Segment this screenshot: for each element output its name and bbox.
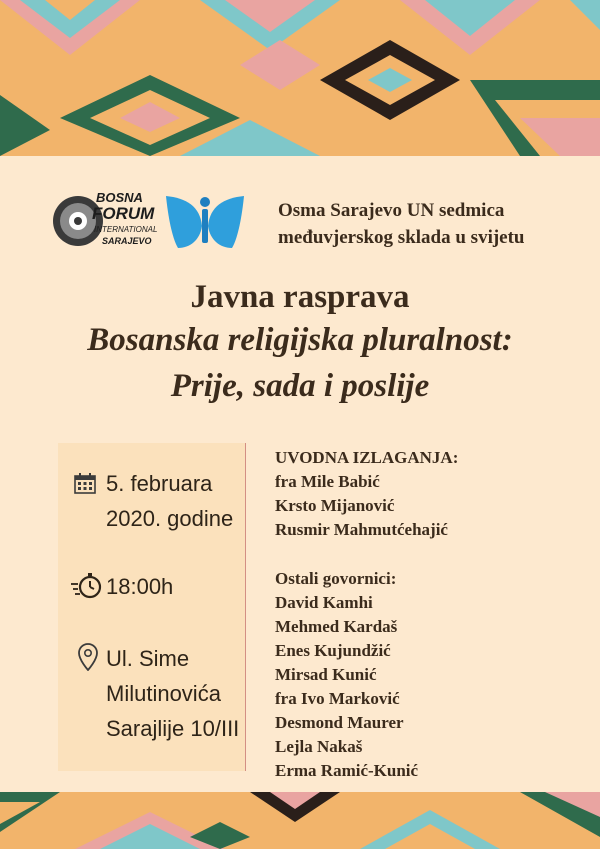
calendar-icon (74, 472, 96, 494)
speaker-name: Lejla Nakaš (275, 737, 363, 756)
event-date (106, 466, 233, 536)
speaker-name: Desmond Maurer (275, 713, 404, 732)
speaker-name: Mehmed Kardaš (275, 617, 398, 636)
address-line-2: Milutinovića (106, 681, 221, 706)
logo-text-3: INTERNATIONAL (94, 225, 158, 234)
speaker-name: David Kamhi (275, 593, 373, 612)
stopwatch-icon (70, 572, 102, 600)
date-line-2: 2020. godine (106, 506, 234, 531)
kilim-pattern-bottom (0, 792, 600, 849)
speaker-name: fra Mile Babić (275, 472, 380, 491)
top-pattern-band (0, 0, 600, 156)
others-heading: Ostali govornici: (275, 569, 397, 588)
logo-text-2: FORUM (92, 204, 155, 223)
speaker-name: Erma Ramić-Kunić (275, 761, 419, 780)
bottom-pattern-band (0, 792, 600, 849)
event-address (106, 641, 239, 746)
logo-group (52, 188, 252, 256)
address-line-1: Ul. Sime (106, 646, 190, 671)
wings-logo-icon (164, 192, 246, 250)
week-line-2: međuvjerskog sklada u svijetu (278, 227, 525, 248)
speaker-name: Mirsad Kunić (275, 665, 377, 684)
bosna-forum-logo (52, 190, 160, 252)
speaker-name: Krsto Mijanović (275, 496, 395, 515)
wings-logo (164, 192, 246, 250)
subtitle-line-2: Prije, sada i poslije (170, 368, 430, 404)
page-title: Javna rasprava (190, 279, 410, 315)
speaker-name: fra Ivo Marković (275, 689, 400, 708)
location-pin-icon (78, 643, 98, 671)
subtitle-line-1: Bosanska religijska pluralnost: (87, 322, 513, 358)
date-line-1: 5. februara (106, 471, 213, 496)
speaker-name: Rusmir Mahmutćehajić (275, 520, 448, 539)
address-line-3: Sarajlije 10/III (106, 716, 240, 741)
intro-heading: UVODNA IZLAGANJA: (275, 448, 459, 467)
event-series-text (278, 197, 578, 251)
event-time: 18:00h (106, 574, 174, 599)
speakers-list (275, 446, 458, 783)
speaker-name: Enes Kujundžić (275, 641, 391, 660)
week-line-1: Osma Sarajevo UN sedmica (278, 200, 505, 221)
logo-text-1: BOSNA (96, 190, 143, 205)
kilim-pattern (0, 0, 600, 156)
logo-text-4: SARAJEVO (102, 236, 152, 246)
spacer (275, 542, 458, 567)
